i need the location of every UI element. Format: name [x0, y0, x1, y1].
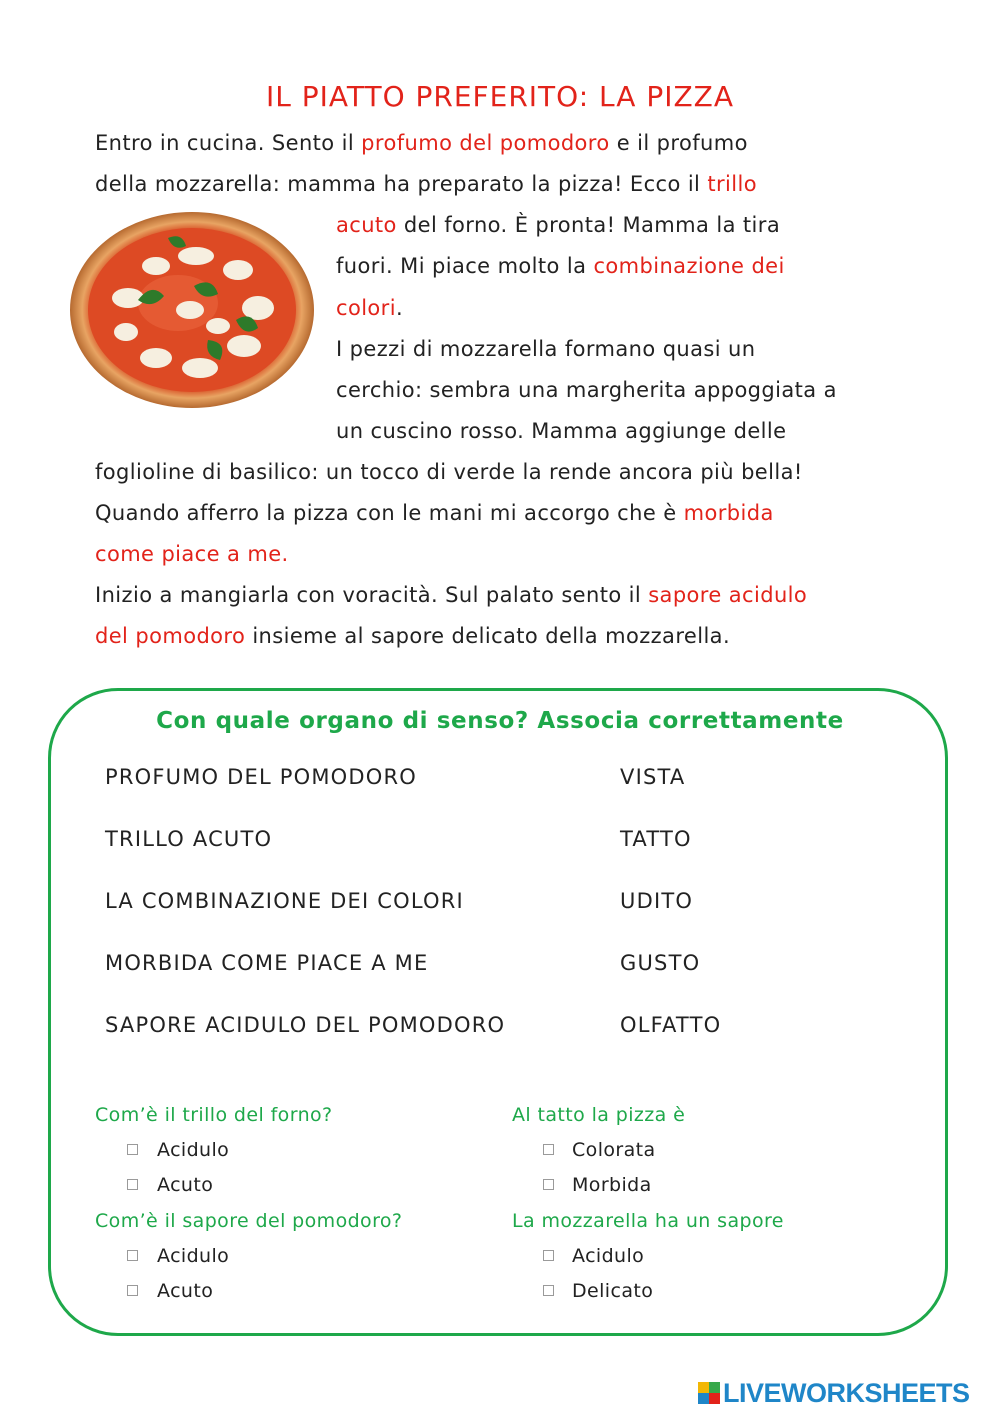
match-item-right[interactable]: TATTO: [620, 827, 692, 851]
quiz-question: Com’è il trillo del forno?: [95, 1104, 333, 1126]
match-item-right[interactable]: VISTA: [620, 765, 686, 789]
match-item-right[interactable]: UDITO: [620, 889, 694, 913]
story-line: fuori. Mi piace molto la combinazione dei: [336, 254, 785, 278]
checkbox[interactable]: [543, 1285, 554, 1296]
checkbox[interactable]: [127, 1179, 138, 1190]
quiz-question: La mozzarella ha un sapore: [512, 1210, 784, 1232]
match-item-left[interactable]: MORBIDA COME PIACE A ME: [105, 951, 429, 975]
quiz-option: Acuto: [157, 1174, 214, 1196]
match-item-right[interactable]: GUSTO: [620, 951, 701, 975]
quiz-question: Com’è il sapore del pomodoro?: [95, 1210, 403, 1232]
checkbox[interactable]: [543, 1250, 554, 1261]
quiz-option: Colorata: [572, 1139, 656, 1161]
story-line: Quando afferro la pizza con le mani mi accorgo che è morbida: [95, 501, 774, 525]
quiz-option: Acidulo: [157, 1245, 230, 1267]
quiz-option: Acidulo: [157, 1139, 230, 1161]
match-item-left[interactable]: PROFUMO DEL POMODORO: [105, 765, 418, 789]
exercise-title: Con quale organo di senso? Associa correttamente: [156, 708, 844, 734]
story-line: I pezzi di mozzarella formano quasi un: [336, 337, 756, 361]
pizza-image: [68, 208, 316, 413]
story-line: acuto del forno. È pronta! Mamma la tira: [336, 213, 781, 237]
quiz-option: Morbida: [572, 1174, 652, 1196]
checkbox[interactable]: [127, 1250, 138, 1261]
story-line: un cuscino rosso. Mamma aggiunge delle: [336, 419, 787, 443]
quiz-option: Acuto: [157, 1280, 214, 1302]
checkbox[interactable]: [543, 1179, 554, 1190]
checkbox[interactable]: [543, 1144, 554, 1155]
story-line: Entro in cucina. Sento il profumo del pomodoro e il profumo: [95, 131, 748, 155]
page-title: IL PIATTO PREFERITO: LA PIZZA: [265, 80, 735, 113]
quiz-option: Acidulo: [572, 1245, 645, 1267]
story-line: fogliol​ine di basilico: un tocco di verde la rende ancora più bella!: [95, 460, 803, 484]
story-line: come piace a me.: [95, 542, 289, 566]
liveworksheets-logo-icon: [698, 1382, 720, 1404]
match-item-right[interactable]: OLFATTO: [620, 1013, 722, 1037]
match-item-left[interactable]: TRILLO ACUTO: [105, 827, 273, 851]
quiz-option: Delicato: [572, 1280, 654, 1302]
story-line: colori.: [336, 296, 404, 320]
checkbox[interactable]: [127, 1144, 138, 1155]
story-line: Inizio a mangiarla con voracità. Sul palato sento il sapore acidulo: [95, 583, 808, 607]
story-line: del pomodoro insieme al sapore delicato della mozzarella.: [95, 624, 731, 648]
logo-text: LIVEWORKSHEETS: [723, 1377, 970, 1408]
match-item-left[interactable]: LA COMBINAZIONE DEI COLORI: [105, 889, 464, 913]
story-line: cerchio: sembra una margherita appoggiata a: [336, 378, 837, 402]
liveworksheets-logo[interactable]: [698, 1378, 970, 1408]
match-item-left[interactable]: SAPORE ACIDULO DEL POMODORO: [105, 1013, 506, 1037]
story-line: della mozzarella: mamma ha preparato la pizza! Ecco il trillo: [95, 172, 757, 196]
quiz-question: Al tatto la pizza è: [512, 1104, 686, 1126]
checkbox[interactable]: [127, 1285, 138, 1296]
